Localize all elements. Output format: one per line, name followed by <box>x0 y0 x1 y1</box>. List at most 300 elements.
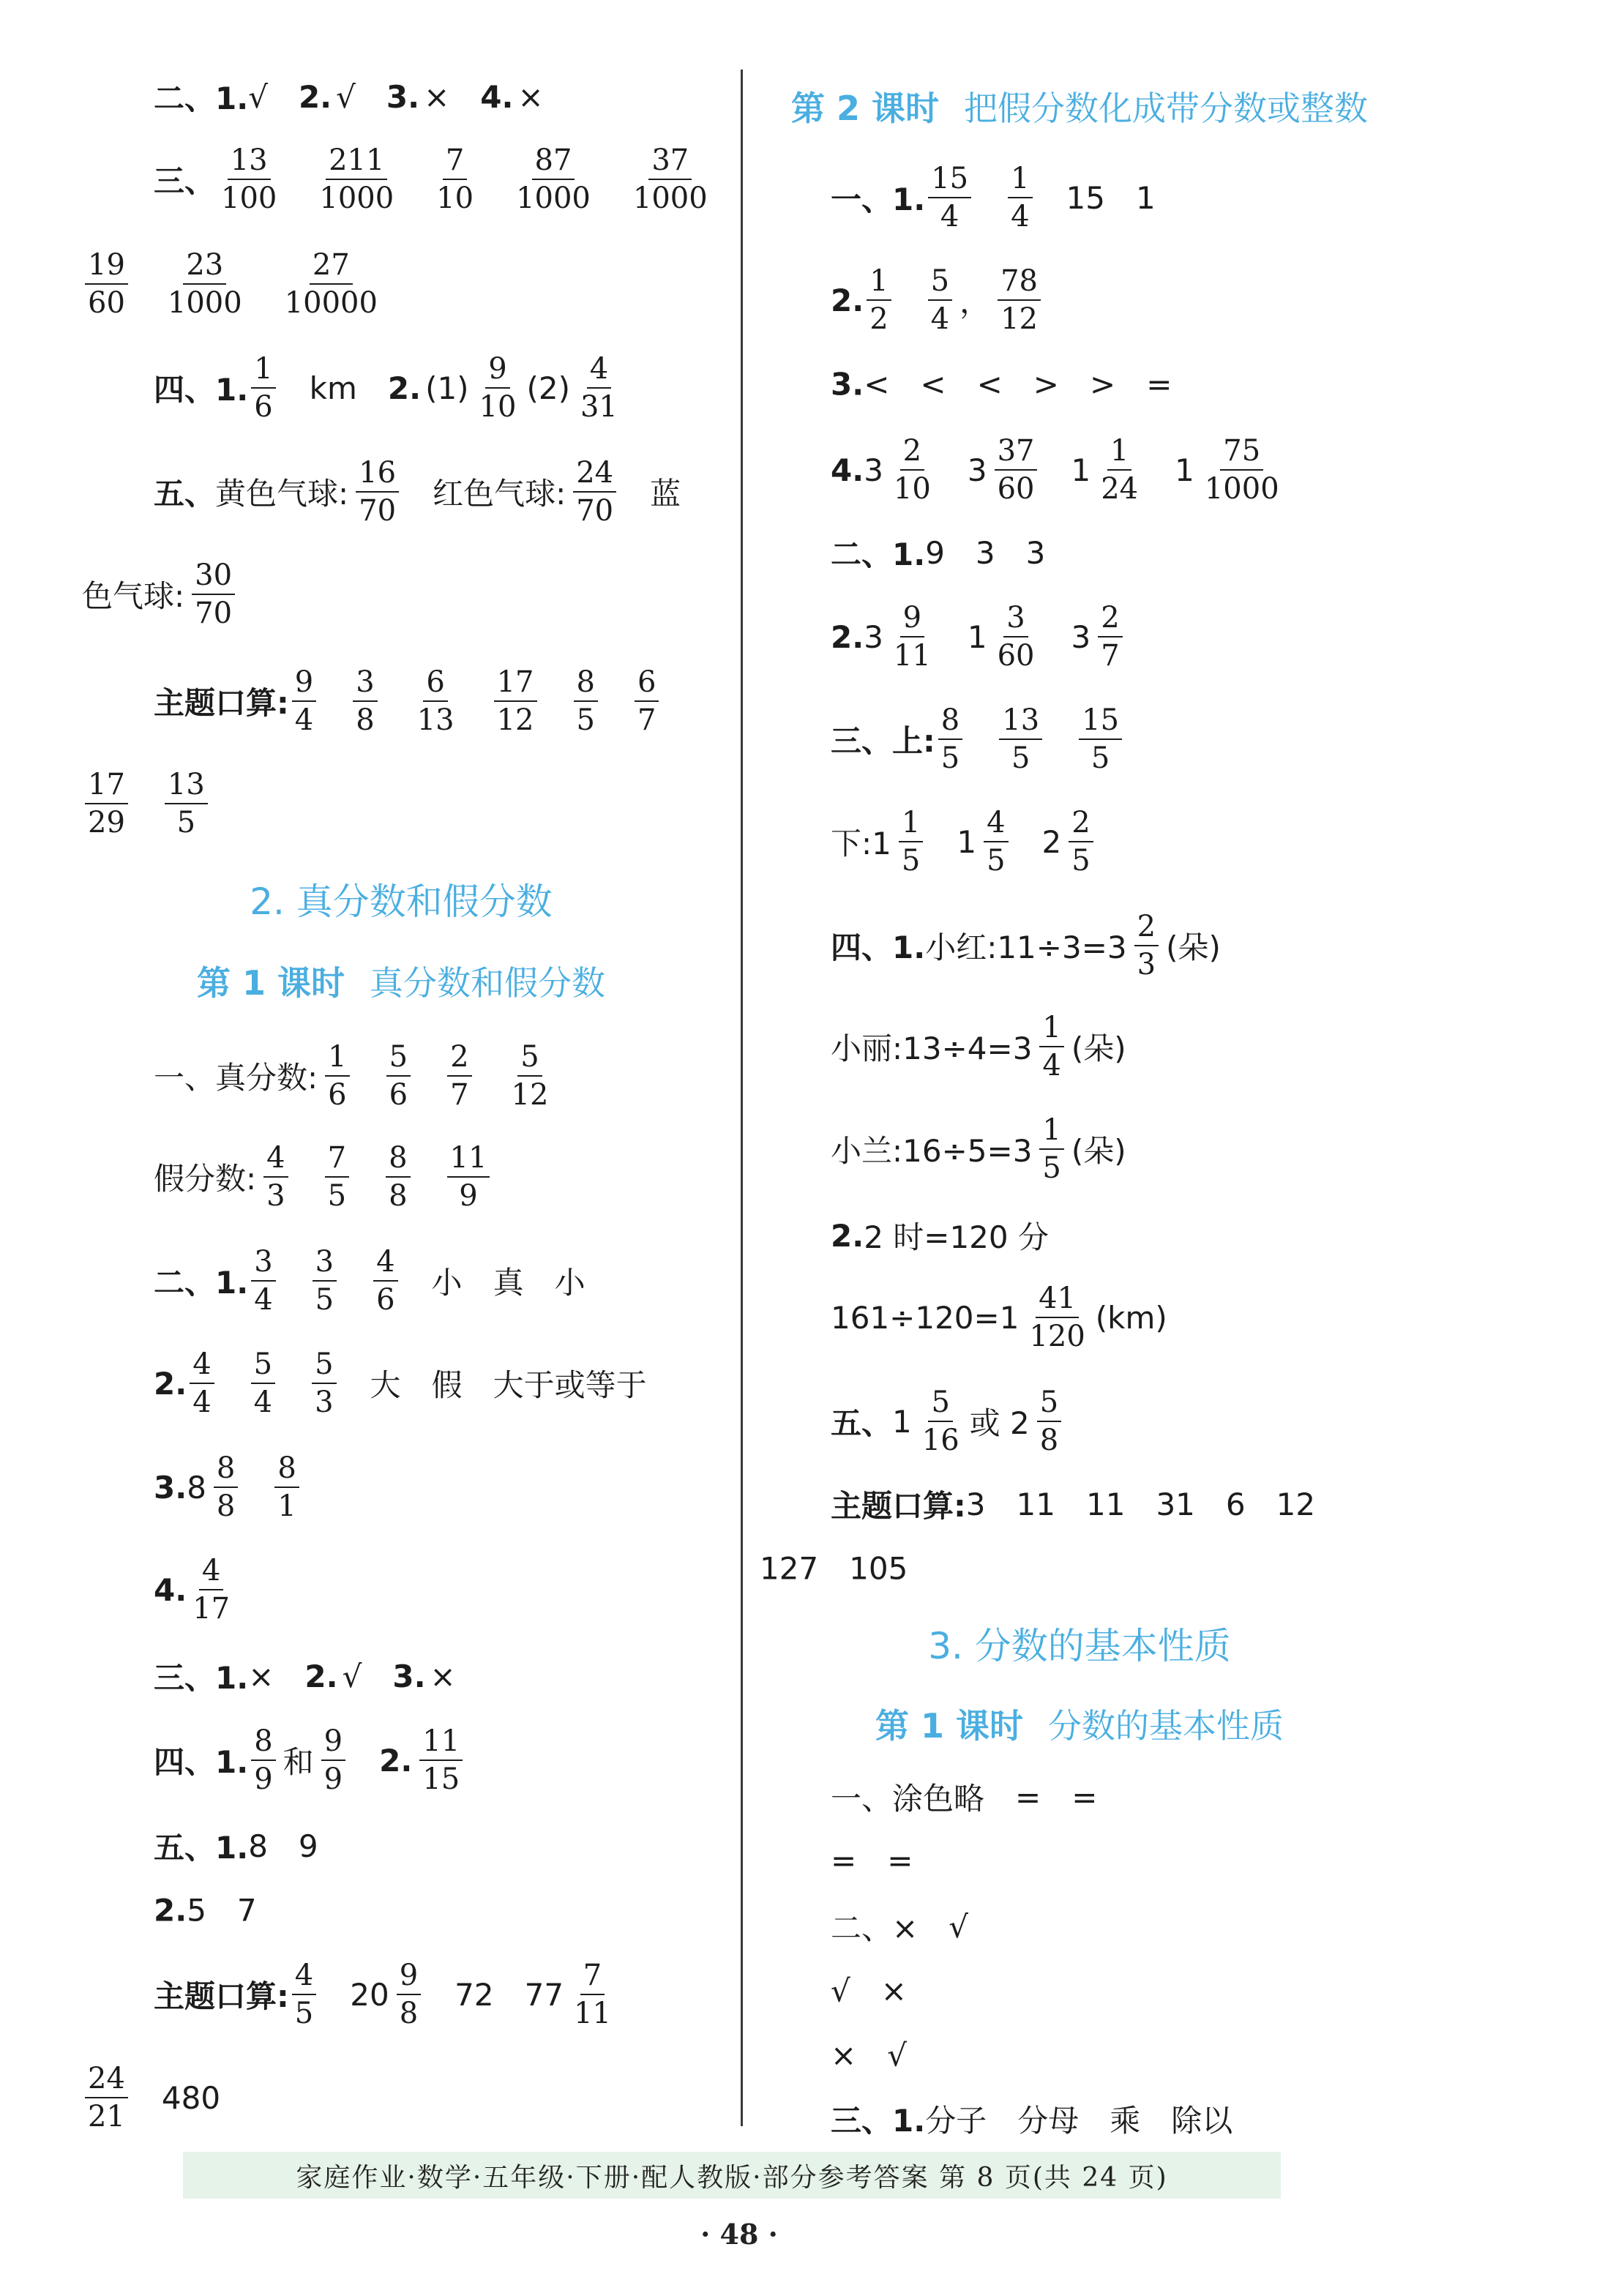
fraction-stack <box>984 806 1008 878</box>
fraction <box>248 354 278 422</box>
fraction <box>248 1347 278 1419</box>
fraction <box>289 665 319 737</box>
fraction-stack <box>891 601 934 673</box>
fraction <box>444 1143 493 1211</box>
answer-text: 大 <box>370 1367 401 1403</box>
fraction <box>864 266 894 334</box>
answer-label: 2. <box>831 282 864 318</box>
numerator: 11 <box>419 1727 463 1761</box>
fraction-stack <box>509 1042 552 1110</box>
fraction <box>189 558 238 630</box>
numerator: 5 <box>928 1388 952 1422</box>
denominator: 6 <box>376 1283 395 1317</box>
denominator: 9 <box>323 1762 343 1796</box>
answer-text: 11 <box>1085 1486 1126 1522</box>
denominator: 6 <box>254 390 273 424</box>
denominator: 9 <box>254 1762 273 1796</box>
answer-text: (朵) <box>1071 1133 1126 1169</box>
numerator: 9 <box>900 603 924 637</box>
denominator: 10 <box>436 182 474 215</box>
numerator: 15 <box>928 164 971 198</box>
denominator: 4 <box>940 200 959 233</box>
answer-text: (2) <box>526 370 570 406</box>
denominator: 5 <box>1011 741 1030 775</box>
answer-line <box>154 665 692 737</box>
denominator: 1000 <box>632 182 708 215</box>
denominator: 100 <box>221 182 277 215</box>
numerator: 8 <box>251 1727 275 1761</box>
answer-line <box>831 1775 1128 1819</box>
answer-text: 3 <box>965 1486 986 1522</box>
answer-label: 主题口算: <box>154 1978 289 2014</box>
answer-text: 77 <box>524 1976 564 2013</box>
answer-text: √ <box>887 2037 907 2073</box>
fraction-stack <box>274 1451 299 1523</box>
numerator: 8 <box>574 668 598 702</box>
answer-line <box>154 143 744 215</box>
fraction <box>82 2062 131 2134</box>
fraction <box>568 1961 617 2028</box>
fraction <box>411 665 460 737</box>
fraction-stack <box>353 665 377 737</box>
fraction-stack <box>356 458 399 526</box>
fraction-stack <box>85 250 128 318</box>
fraction <box>353 458 402 526</box>
answer-text: √ <box>949 1908 968 1945</box>
answer-label: 二、1. <box>154 81 249 116</box>
answer-text: √ <box>248 78 268 115</box>
fraction-stack <box>414 665 457 737</box>
numerator: 9 <box>292 668 316 702</box>
answer-text: (朵) <box>1166 930 1221 965</box>
answer-line <box>154 1143 523 1211</box>
fraction-stack <box>85 768 128 840</box>
lesson-number: 第 2 课时 <box>790 89 940 128</box>
numerator: 41 <box>1036 1284 1079 1318</box>
fraction <box>162 250 248 318</box>
fraction <box>430 143 479 215</box>
denominator: 5 <box>1090 741 1110 775</box>
numerator: 13 <box>999 706 1042 740</box>
fraction-stack <box>325 1042 349 1110</box>
fraction-stack <box>995 436 1038 504</box>
answer-label: 四、1. <box>831 930 926 965</box>
lesson-number: 第 1 课时 <box>875 1706 1024 1746</box>
numerator: 2 <box>1098 603 1122 637</box>
numerator: 87 <box>532 146 575 180</box>
answer-text: 15 <box>1066 179 1105 216</box>
answer-line <box>831 2097 1263 2141</box>
answer-label: 3. <box>154 1469 187 1506</box>
fraction-stack <box>630 143 711 215</box>
answer-label: 主题口算: <box>154 685 289 721</box>
answer-text: √ <box>831 1972 850 2009</box>
fraction-stack <box>386 1143 410 1211</box>
fraction-stack <box>85 2062 128 2134</box>
answer-text: 小 <box>554 1265 585 1301</box>
answer-line <box>831 912 1252 979</box>
answer-text: ， <box>959 284 991 320</box>
answer-text: 大于或等于 <box>493 1367 647 1403</box>
answer-text: = <box>1071 1779 1098 1815</box>
answer-text: 一、涂色略 <box>831 1781 985 1817</box>
answer-text: km <box>309 370 357 406</box>
fraction <box>925 164 974 231</box>
answer-text: > <box>1033 366 1059 403</box>
fraction <box>261 1143 291 1211</box>
numerator: 8 <box>386 1143 410 1178</box>
answer-text: 色气球: <box>82 578 185 614</box>
fraction-stack <box>313 1247 337 1315</box>
fraction <box>996 703 1045 775</box>
numerator: 4 <box>587 354 611 389</box>
denominator: 60 <box>997 639 1035 673</box>
fraction-stack <box>386 1042 411 1110</box>
fraction-stack <box>577 354 621 422</box>
answer-text: (朵) <box>1071 1031 1126 1066</box>
fraction-stack <box>292 665 316 737</box>
denominator: 8 <box>1039 1424 1059 1457</box>
answer-label: 2. <box>831 618 864 655</box>
denominator: 9 <box>459 1179 478 1213</box>
numerator: 15 <box>1079 706 1122 740</box>
answer-text: 和 <box>283 1744 314 1780</box>
answer-label: 五、 <box>831 1405 893 1441</box>
fraction-stack <box>998 266 1041 334</box>
answer-line <box>154 1042 585 1110</box>
denominator: 5 <box>327 1179 347 1213</box>
answer-line <box>831 2038 938 2073</box>
fraction <box>248 1247 278 1315</box>
answer-text: 3 <box>864 618 883 655</box>
denominator: 6 <box>389 1078 408 1112</box>
fraction <box>416 1724 465 1796</box>
answer-text: 5 <box>187 1892 206 1929</box>
answer-label: 3. <box>831 366 864 403</box>
numerator: 5 <box>251 1350 275 1384</box>
answer-text: 小红:11÷3=3 <box>925 930 1127 965</box>
answer-text: 真 <box>493 1265 524 1301</box>
answer-line <box>82 558 269 630</box>
question-number: 3. <box>386 78 420 115</box>
fraction <box>995 266 1044 334</box>
numerator: 4 <box>984 808 1008 842</box>
denominator: 4 <box>1042 1049 1061 1082</box>
fraction <box>1066 806 1096 878</box>
lesson-title: 真分数和假分数 <box>370 963 606 1003</box>
denominator: 5 <box>1071 844 1090 878</box>
fraction-stack <box>1039 1013 1063 1080</box>
answer-text: 3 <box>1071 618 1091 655</box>
numerator: 1 <box>325 1042 349 1077</box>
denominator: 4 <box>930 302 950 336</box>
answer-text: 105 <box>849 1550 908 1587</box>
fraction <box>1036 1013 1066 1080</box>
answer-line <box>154 1824 349 1868</box>
denominator: 12 <box>496 703 534 737</box>
lesson-number: 第 1 课时 <box>196 963 345 1003</box>
answer-line <box>831 1388 1095 1455</box>
answer-label: 三、1. <box>154 1660 249 1696</box>
answer-line <box>154 354 654 422</box>
answer-line <box>760 1551 938 1587</box>
denominator: 29 <box>88 806 125 840</box>
answer-line <box>154 1654 487 1698</box>
numerator: 5 <box>312 1350 336 1384</box>
question-number: 2. <box>387 370 422 406</box>
answer-text: 1 <box>892 1403 912 1440</box>
denominator: 70 <box>359 494 397 528</box>
denominator: 120 <box>1029 1320 1085 1353</box>
fraction-stack <box>190 1347 214 1419</box>
answer-line <box>154 1347 678 1419</box>
fraction-stack <box>218 143 280 215</box>
footer-band <box>183 2152 1281 2199</box>
fraction-stack <box>321 1724 345 1796</box>
denominator: 16 <box>921 1424 959 1457</box>
fraction-stack <box>447 1143 490 1211</box>
answer-line <box>82 2062 251 2134</box>
numerator: 8 <box>938 706 962 740</box>
fraction <box>350 665 380 737</box>
answer-label: 2. <box>154 1892 187 1929</box>
denominator: 60 <box>997 472 1035 506</box>
answer-text: 3 <box>967 452 987 488</box>
fraction <box>187 1554 236 1626</box>
numerator: 7 <box>325 1143 349 1178</box>
answer-text: 1 <box>1136 179 1156 216</box>
fraction <box>981 806 1011 878</box>
fraction <box>272 1451 302 1523</box>
numerator: 30 <box>192 561 235 595</box>
denominator: 4 <box>253 1386 273 1419</box>
denominator: 5 <box>1042 1151 1061 1185</box>
fraction <box>279 250 384 318</box>
denominator: 1000 <box>319 182 394 215</box>
answer-line <box>831 531 1076 575</box>
numerator: 6 <box>635 668 659 702</box>
denominator: 5 <box>176 806 196 840</box>
answer-text: 假 <box>431 1367 463 1403</box>
question-number: 3. <box>392 1658 426 1694</box>
answer-label: 四、1. <box>154 1744 249 1780</box>
answer-line <box>831 1214 1080 1257</box>
answer-line <box>154 75 575 119</box>
answer-text: 2 <box>1041 823 1062 860</box>
left-column <box>0 0 732 2296</box>
denominator: 1000 <box>1204 472 1279 506</box>
denominator: 13 <box>416 703 454 737</box>
fraction <box>510 143 596 215</box>
answer-text: 假分数: <box>154 1161 257 1197</box>
fraction-stack <box>928 266 952 334</box>
fraction-stack <box>995 601 1038 673</box>
answer-line <box>82 768 242 840</box>
answer-text: × <box>517 78 544 115</box>
answer-label: 一、1. <box>831 182 926 217</box>
answer-text: 31 <box>1156 1486 1195 1522</box>
numerator: 24 <box>85 2064 128 2098</box>
fraction <box>474 354 523 422</box>
numerator: 3 <box>353 668 377 702</box>
fraction <box>215 143 283 215</box>
numerator: 8 <box>214 1454 238 1488</box>
numerator: 9 <box>485 354 509 389</box>
answer-line <box>831 1482 1346 1526</box>
answer-line <box>831 367 1202 403</box>
answer-text: 蓝 <box>650 476 681 512</box>
fraction-stack <box>251 1724 275 1796</box>
answer-label: 四、1. <box>154 372 249 408</box>
denominator: 15 <box>422 1762 460 1796</box>
fraction-stack <box>251 1247 275 1315</box>
fraction <box>935 703 965 775</box>
question-number: 2. <box>304 1658 338 1694</box>
answer-text: 1 <box>1071 452 1091 488</box>
fraction <box>394 1961 424 2028</box>
fraction-stack <box>919 1388 962 1455</box>
answer-label: 二、1. <box>154 1265 249 1301</box>
numerator: 7 <box>580 1961 605 1995</box>
fraction <box>383 1143 413 1211</box>
column-divider <box>741 70 743 2126</box>
fraction <box>248 1724 278 1796</box>
question-number: 2. <box>379 1742 413 1779</box>
fraction <box>444 1042 474 1110</box>
denominator: 5 <box>901 844 921 878</box>
answer-line <box>831 436 1316 504</box>
answer-label: 二、1. <box>831 536 926 572</box>
numerator: 4 <box>373 1247 397 1282</box>
denominator: 11 <box>893 639 931 673</box>
fraction-stack <box>165 250 245 318</box>
answer-text: × <box>831 2037 857 2073</box>
fraction <box>925 266 955 334</box>
answer-text: 8 <box>248 1828 268 1864</box>
answer-line <box>154 458 711 526</box>
numerator: 78 <box>998 266 1041 301</box>
numerator: 75 <box>1220 436 1263 471</box>
denominator: 24 <box>1101 472 1139 506</box>
numerator: 1 <box>1039 1013 1063 1047</box>
fraction-stack <box>251 1347 275 1419</box>
answer-text: 20 <box>350 1976 389 2013</box>
fraction-stack <box>312 1347 336 1419</box>
answer-text: × <box>424 78 450 115</box>
answer-text: 分子 <box>925 2103 987 2139</box>
numerator: 1 <box>1039 1115 1063 1150</box>
numerator: 2 <box>900 436 924 471</box>
answer-text: (km) <box>1095 1299 1167 1336</box>
fraction <box>162 768 211 840</box>
numerator: 37 <box>995 436 1038 471</box>
denominator: 7 <box>450 1078 469 1112</box>
answer-text: 乘 <box>1110 2103 1141 2139</box>
answer-label: 三、1. <box>831 2103 926 2139</box>
fraction-stack <box>1026 1284 1088 1351</box>
answer-label: 三、上: <box>831 723 935 759</box>
answer-text: 下:1 <box>831 826 891 861</box>
numerator: 3 <box>1003 603 1028 637</box>
answer-text: 161÷120=1 <box>831 1299 1020 1336</box>
fraction <box>1034 1388 1064 1455</box>
fraction <box>491 665 540 737</box>
fraction-stack <box>214 1451 238 1523</box>
fraction <box>992 436 1041 504</box>
numerator: 4 <box>190 1350 214 1384</box>
fraction <box>627 143 714 215</box>
numerator: 1 <box>251 354 275 389</box>
numerator: 19 <box>85 250 128 285</box>
fraction <box>888 436 937 504</box>
denominator: 1000 <box>167 286 242 320</box>
numerator: 17 <box>494 668 537 702</box>
answer-text: √ <box>336 78 356 115</box>
answer-line <box>831 601 1156 673</box>
answer-line <box>154 1893 288 1929</box>
numerator: 5 <box>517 1042 542 1077</box>
numerator: 6 <box>423 668 447 702</box>
numerator: 5 <box>386 1042 411 1077</box>
fraction-stack <box>1202 436 1282 504</box>
answer-text: 3 <box>864 452 883 488</box>
numerator: 3 <box>313 1247 337 1282</box>
answer-text: < <box>864 366 890 403</box>
denominator: 11 <box>574 1997 611 2030</box>
answer-text: 72 <box>454 1976 494 2013</box>
answer-line <box>154 1451 333 1523</box>
fraction-stack <box>190 1554 233 1626</box>
answer-text: 2 时=120 分 <box>864 1219 1049 1255</box>
numerator: 4 <box>263 1143 288 1178</box>
answer-line <box>154 1961 648 2028</box>
answer-text: 3 <box>975 534 995 571</box>
section-heading-3: 3. 分数的基本性质 <box>928 1625 1231 1667</box>
denominator: 4 <box>1011 200 1030 233</box>
denominator: 4 <box>192 1386 212 1419</box>
answer-text: 或 2 <box>969 1405 1030 1441</box>
denominator: 8 <box>389 1179 408 1213</box>
numerator: 37 <box>648 146 692 180</box>
fraction <box>82 250 131 318</box>
answer-text: 小兰:16÷5=3 <box>831 1133 1033 1169</box>
fraction-stack <box>325 1143 349 1211</box>
answer-text: 127 <box>760 1550 819 1587</box>
fraction <box>187 1347 217 1419</box>
fraction <box>1095 601 1125 673</box>
lesson-heading-right-2 <box>791 82 1368 130</box>
question-number: 2. <box>298 78 332 115</box>
lesson-heading-left-1 <box>197 957 605 1005</box>
fraction-stack <box>433 143 476 215</box>
numerator: 23 <box>183 250 226 285</box>
answer-text: > <box>1090 366 1116 403</box>
fraction-stack <box>494 665 537 737</box>
fraction-stack <box>292 1961 316 2028</box>
denominator: 10 <box>479 390 517 424</box>
fraction <box>1023 1284 1090 1351</box>
fraction <box>370 1247 400 1315</box>
answer-text: 3 <box>1025 534 1046 571</box>
denominator: 12 <box>1000 302 1039 336</box>
fraction-stack <box>397 1961 421 2028</box>
answer-text: 9 <box>298 1828 318 1864</box>
fraction <box>888 601 937 673</box>
answer-line <box>831 266 1074 334</box>
answer-label: 三、 <box>154 163 216 199</box>
answer-text: 480 <box>161 2079 221 2116</box>
denominator: 5 <box>940 741 960 775</box>
